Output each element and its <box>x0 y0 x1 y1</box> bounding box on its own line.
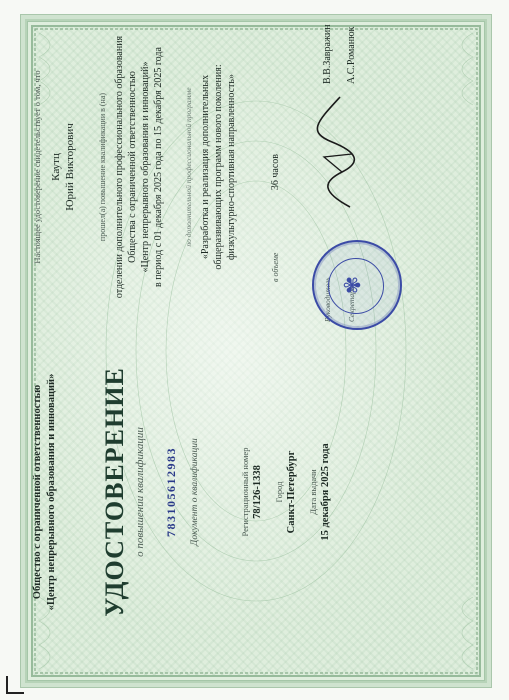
body-line-4: в период с 01 декабря 2025 года по 15 декабря 2025 года <box>153 47 164 287</box>
program-line-3: физкультурно-спортивная направленность» <box>226 74 237 260</box>
volume-row <box>270 154 281 282</box>
program-line-1: «Разработка и реализация дополнительных <box>200 74 211 260</box>
issue-date-label: Дата выдачи <box>308 469 318 515</box>
volume-value: 36 часов <box>270 154 281 191</box>
recipient-given-names: Юрий Викторович <box>64 123 76 211</box>
corner-mark-icon <box>6 676 24 694</box>
head-name-row <box>322 24 333 84</box>
secretary-name: А.С.Романюк <box>346 26 357 84</box>
rotated-content <box>12 12 442 652</box>
volume-label: в объеме <box>271 252 280 282</box>
city-value: Санкт-Петербург <box>286 450 297 534</box>
program-label: по дополнительной профессиональной программе <box>184 87 193 247</box>
document-label: Документ о квалификации <box>190 438 200 546</box>
secretary-label: Секретарь <box>347 286 356 322</box>
body-line-2: Общества с ограниченной ответственностью <box>127 71 138 263</box>
city-label: Город <box>274 481 284 503</box>
head-label: Руководитель <box>323 277 332 322</box>
reg-number-value: 78/126-1338 <box>252 465 263 519</box>
left-panel <box>12 332 442 652</box>
org-line-2: «Центр непрерывного образования и инноваций» <box>46 373 57 611</box>
org-line-1: Общество с ограниченной ответственностью <box>32 384 43 600</box>
passed-text: прошел(а) повышение квалификации в (на) <box>98 92 107 242</box>
certificate-subtitle: о повышении квалификации <box>134 427 146 557</box>
issue-date-value: 15 декабря 2025 года <box>320 443 331 541</box>
recipient-surname: Каутц <box>50 153 62 181</box>
head-signature <box>312 92 362 212</box>
program-line-2: общеразвивающих программ нового поколения: <box>213 64 224 270</box>
right-panel <box>12 12 442 322</box>
official-seal <box>312 240 402 330</box>
certificate-title: УДОСТОВЕРЕНИЕ <box>100 367 129 617</box>
reg-number-label: Регистрационный номер <box>240 447 250 537</box>
body-line-3: «Центр непрерывного образования и инноваций» <box>140 61 151 273</box>
intro-text: Настоящее удостоверение свидетельствует о том, что <box>32 70 42 264</box>
seal-emblem-icon: ✾ <box>340 275 365 295</box>
certificate-number: 783105612983 <box>164 447 178 537</box>
head-name: В.В.Завражин <box>322 24 333 84</box>
body-line-1: отделении дополнительного профессионального образования <box>114 35 125 299</box>
secretary-name-row <box>346 27 357 84</box>
